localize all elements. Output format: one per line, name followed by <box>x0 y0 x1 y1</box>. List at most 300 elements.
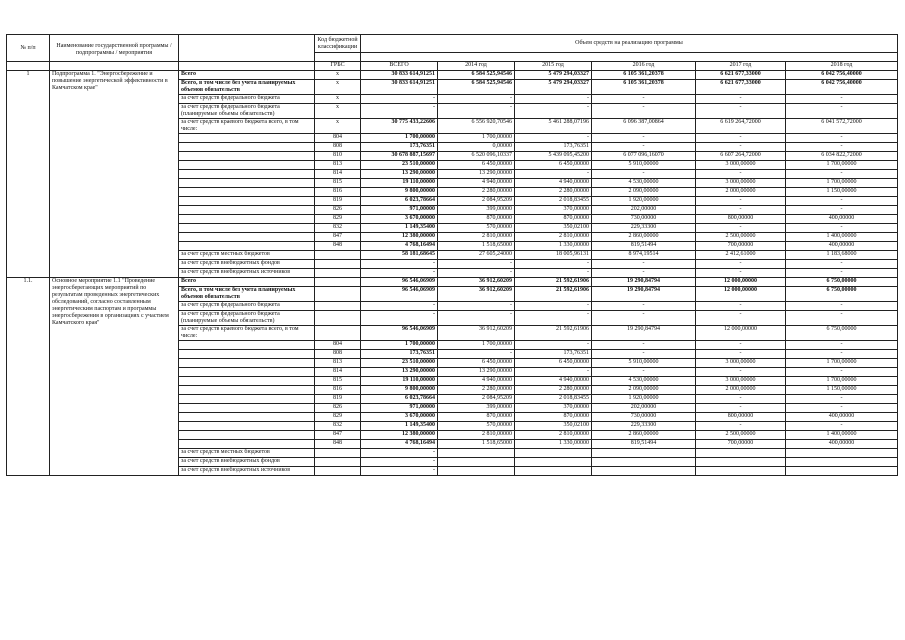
value-cell: 4 768,16494 <box>361 242 438 251</box>
grbs-code: 810 <box>315 152 361 161</box>
value-cell: 1 518,65000 <box>438 242 515 251</box>
value-cell: 5 910,00000 <box>592 161 696 170</box>
value-cell: 36 912,60209 <box>438 326 515 341</box>
funding-source <box>179 368 315 377</box>
value-cell: 36 912,60209 <box>438 287 515 302</box>
grbs-code: 808 <box>315 143 361 152</box>
budget-table <box>6 34 898 476</box>
grbs-code: 829 <box>315 413 361 422</box>
value-cell: 6 450,00000 <box>438 161 515 170</box>
value-cell: 6 750,00000 <box>786 326 898 341</box>
value-cell: 6 584 525,94546 <box>438 80 515 95</box>
value-cell: - <box>786 260 898 269</box>
value-cell: - <box>786 395 898 404</box>
value-cell: - <box>361 95 438 104</box>
value-cell: 21 592,61906 <box>515 326 592 341</box>
header-year-total: ВСЕГО <box>361 62 438 71</box>
value-cell: 6 042 756,40000 <box>786 71 898 80</box>
value-cell: 4 940,00000 <box>438 179 515 188</box>
funding-source: за счет средств краевого бюджета всего, в том числе: <box>179 326 315 341</box>
value-cell: - <box>515 260 592 269</box>
grbs-code: x <box>315 71 361 80</box>
value-cell: - <box>786 104 898 119</box>
funding-source <box>179 341 315 350</box>
value-cell: 19 290,84794 <box>592 278 696 287</box>
value-cell: - <box>696 224 786 233</box>
value-cell: - <box>696 341 786 350</box>
value-cell: 27 605,24000 <box>438 251 515 260</box>
value-cell: - <box>361 104 438 119</box>
grbs-code <box>315 287 361 302</box>
value-cell: 870,00000 <box>515 413 592 422</box>
value-cell: 6 619 264,72000 <box>696 119 786 134</box>
value-cell: 4 768,16494 <box>361 440 438 449</box>
header-num: № п/п <box>7 35 50 62</box>
value-cell: 30 775 433,22606 <box>361 119 438 134</box>
grbs-code: 826 <box>315 404 361 413</box>
value-cell: 1 700,00000 <box>786 359 898 368</box>
value-cell <box>515 449 592 458</box>
value-cell: - <box>592 104 696 119</box>
value-cell: 2 500,00000 <box>696 233 786 242</box>
grbs-code: 819 <box>315 395 361 404</box>
grbs-code <box>315 302 361 311</box>
funding-source <box>179 170 315 179</box>
value-cell: 2 280,00000 <box>438 386 515 395</box>
value-cell: 400,00000 <box>786 440 898 449</box>
value-cell: - <box>786 143 898 152</box>
value-cell: 3 000,00000 <box>696 377 786 386</box>
grbs-code <box>315 251 361 260</box>
funding-source <box>179 350 315 359</box>
value-cell: 700,00000 <box>696 440 786 449</box>
value-cell: 6 520 096,10337 <box>438 152 515 161</box>
value-cell: 1 700,00000 <box>361 134 438 143</box>
value-cell: 4 940,00000 <box>515 377 592 386</box>
value-cell: - <box>592 368 696 377</box>
value-cell: 13 290,00000 <box>438 170 515 179</box>
grbs-code <box>315 326 361 341</box>
value-cell: - <box>786 170 898 179</box>
grbs-code: x <box>315 95 361 104</box>
grbs-code: 814 <box>315 170 361 179</box>
value-cell: 173,76351 <box>361 143 438 152</box>
value-cell: 870,00000 <box>438 215 515 224</box>
value-cell: 12 380,00000 <box>361 431 438 440</box>
section-number: 1 <box>7 71 50 278</box>
value-cell: 700,00000 <box>696 242 786 251</box>
value-cell: 6 621 677,33000 <box>696 71 786 80</box>
value-cell: 202,00000 <box>592 404 696 413</box>
header-year-2016: 2016 год <box>592 62 696 71</box>
value-cell: 350,02100 <box>515 422 592 431</box>
value-cell <box>696 458 786 467</box>
funding-source <box>179 377 315 386</box>
value-cell: 400,00000 <box>786 413 898 422</box>
value-cell: 2 018,83455 <box>515 395 592 404</box>
grbs-code: 816 <box>315 188 361 197</box>
value-cell: - <box>786 95 898 104</box>
section-name: Подпрограмма 1. "Энергосбережение и повышение энергетической эффективности в Камчатском крае" <box>50 71 179 278</box>
header-volume: Объем средств на реализацию программы <box>361 35 898 53</box>
value-cell: 18 005,96131 <box>515 251 592 260</box>
value-cell: - <box>696 104 786 119</box>
value-cell: 6 042 756,40000 <box>786 80 898 95</box>
value-cell: - <box>592 341 696 350</box>
value-cell: 1 700,00000 <box>786 377 898 386</box>
funding-source: за счет средств федерального бюджета (планируемые объемы обязательств) <box>179 104 315 119</box>
value-cell: 819,51494 <box>592 440 696 449</box>
value-cell: - <box>515 170 592 179</box>
value-cell: - <box>696 269 786 278</box>
value-cell: 229,33300 <box>592 224 696 233</box>
value-cell: 2 000,00000 <box>696 188 786 197</box>
value-cell: 3 670,00000 <box>361 215 438 224</box>
header-year-2015: 2015 год <box>515 62 592 71</box>
grbs-code: x <box>315 104 361 119</box>
value-cell <box>515 458 592 467</box>
funding-source: Всего <box>179 71 315 80</box>
value-cell: - <box>515 134 592 143</box>
value-cell <box>438 458 515 467</box>
value-cell <box>438 449 515 458</box>
value-cell: 5 910,00000 <box>592 359 696 368</box>
value-cell: 2 280,00000 <box>515 386 592 395</box>
value-cell: 9 800,00000 <box>361 386 438 395</box>
value-cell: 2 860,00000 <box>592 233 696 242</box>
value-cell: 870,00000 <box>515 215 592 224</box>
funding-source <box>179 152 315 161</box>
value-cell: - <box>361 311 438 326</box>
value-cell: 1 700,00000 <box>786 179 898 188</box>
value-cell: 0,00000 <box>438 143 515 152</box>
value-cell: - <box>696 134 786 143</box>
value-cell: - <box>696 95 786 104</box>
header-grbs: ГРБС <box>315 62 361 71</box>
table-row <box>7 278 898 287</box>
value-cell: 5 479 294,03327 <box>515 71 592 80</box>
value-cell: - <box>592 134 696 143</box>
value-cell: 6 450,00000 <box>515 161 592 170</box>
value-cell: 870,00000 <box>438 413 515 422</box>
value-cell: - <box>786 404 898 413</box>
value-cell: 6 750,00000 <box>786 278 898 287</box>
value-cell: 6 556 920,70546 <box>438 119 515 134</box>
value-cell: - <box>438 269 515 278</box>
value-cell: 8 974,19514 <box>592 251 696 260</box>
header-name: Наименование государственной программы / подпрограммы / мероприятия <box>50 35 179 62</box>
grbs-code: 848 <box>315 242 361 251</box>
value-cell: - <box>696 422 786 431</box>
value-cell: 173,76351 <box>515 350 592 359</box>
value-cell: 4 940,00000 <box>515 179 592 188</box>
value-cell: 2 810,00000 <box>438 431 515 440</box>
value-cell: 819,51494 <box>592 242 696 251</box>
value-cell: - <box>361 449 438 458</box>
value-cell: - <box>786 134 898 143</box>
value-cell: 13 290,00000 <box>361 368 438 377</box>
value-cell: - <box>786 269 898 278</box>
value-cell: 173,76351 <box>361 350 438 359</box>
value-cell: - <box>786 224 898 233</box>
funding-source: Всего, в том числе без учета планируемых объемов обязательств <box>179 287 315 302</box>
value-cell: 9 800,00000 <box>361 188 438 197</box>
value-cell: 6 034 822,72000 <box>786 152 898 161</box>
funding-source <box>179 143 315 152</box>
value-cell: 370,00000 <box>515 206 592 215</box>
value-cell: 2 810,00000 <box>438 233 515 242</box>
value-cell: 5 479 294,03327 <box>515 80 592 95</box>
value-cell: 1 150,00000 <box>786 386 898 395</box>
grbs-code <box>315 269 361 278</box>
grbs-code: 848 <box>315 440 361 449</box>
value-cell: - <box>361 467 438 476</box>
value-cell: 1 920,00000 <box>592 197 696 206</box>
value-cell: 1 518,65000 <box>438 440 515 449</box>
grbs-code <box>315 449 361 458</box>
value-cell: - <box>361 302 438 311</box>
grbs-code <box>315 278 361 287</box>
value-cell: 2 810,00000 <box>515 233 592 242</box>
value-cell: 1 700,00000 <box>438 341 515 350</box>
grbs-code <box>315 260 361 269</box>
value-cell: - <box>592 302 696 311</box>
funding-source: за счет средств федерального бюджета <box>179 302 315 311</box>
value-cell: - <box>696 302 786 311</box>
value-cell <box>696 449 786 458</box>
grbs-code: 829 <box>315 215 361 224</box>
value-cell: - <box>786 206 898 215</box>
value-cell <box>696 467 786 476</box>
funding-source <box>179 413 315 422</box>
grbs-code: 815 <box>315 179 361 188</box>
grbs-code <box>315 458 361 467</box>
value-cell: 1 330,00000 <box>515 440 592 449</box>
value-cell: 2 860,00000 <box>592 431 696 440</box>
section-name: Основное мероприятие 1.1 "Проведение энергосберегающих мероприятий по результатам проведенных энергетических обследований, согласно составленным энергетическим паспортам и программы энергосбережения в организациях с участием Камчатского края" <box>50 278 179 476</box>
value-cell: 2 084,95209 <box>438 395 515 404</box>
value-cell: - <box>786 341 898 350</box>
value-cell: 21 592,61906 <box>515 287 592 302</box>
grbs-code: 832 <box>315 422 361 431</box>
value-cell <box>786 449 898 458</box>
grbs-code: 826 <box>315 206 361 215</box>
value-cell: 570,00000 <box>438 422 515 431</box>
value-cell: 19 290,84794 <box>592 326 696 341</box>
value-cell: 730,00000 <box>592 413 696 422</box>
value-cell: 36 912,60209 <box>438 278 515 287</box>
value-cell: - <box>515 104 592 119</box>
value-cell <box>515 467 592 476</box>
value-cell: 1 400,00000 <box>786 431 898 440</box>
value-cell: 19 110,00000 <box>361 179 438 188</box>
value-cell: - <box>786 311 898 326</box>
value-cell: 399,00000 <box>438 206 515 215</box>
grbs-code: 813 <box>315 161 361 170</box>
value-cell: 6 023,78664 <box>361 197 438 206</box>
value-cell: - <box>592 95 696 104</box>
funding-source: за счет средств внебюджетных источников <box>179 467 315 476</box>
value-cell: - <box>696 197 786 206</box>
value-cell: 2 000,00000 <box>696 386 786 395</box>
value-cell: 6 584 525,94546 <box>438 71 515 80</box>
value-cell: 800,00000 <box>696 413 786 422</box>
grbs-code: 813 <box>315 359 361 368</box>
funding-source <box>179 215 315 224</box>
value-cell: 30 833 614,91251 <box>361 71 438 80</box>
funding-source <box>179 197 315 206</box>
value-cell: 971,00000 <box>361 404 438 413</box>
funding-source <box>179 359 315 368</box>
value-cell: 2 412,61000 <box>696 251 786 260</box>
value-cell: 229,33300 <box>592 422 696 431</box>
funding-source: за счет средств внебюджетных источников <box>179 269 315 278</box>
funding-source: Всего <box>179 278 315 287</box>
value-cell: - <box>696 311 786 326</box>
value-cell: 6 096 387,00864 <box>592 119 696 134</box>
funding-source: за счет средств внебюджетных фондов <box>179 458 315 467</box>
header-year-2018: 2018 год <box>786 62 898 71</box>
value-cell: 1 920,00000 <box>592 395 696 404</box>
value-cell: - <box>438 302 515 311</box>
value-cell: - <box>515 368 592 377</box>
value-cell: 12 000,00000 <box>696 287 786 302</box>
value-cell: 2 810,00000 <box>515 431 592 440</box>
value-cell: 570,00000 <box>438 224 515 233</box>
value-cell: - <box>696 170 786 179</box>
grbs-code: x <box>315 80 361 95</box>
value-cell: 96 546,06909 <box>361 326 438 341</box>
value-cell: - <box>696 260 786 269</box>
grbs-code: 847 <box>315 431 361 440</box>
value-cell: 6 041 572,72000 <box>786 119 898 134</box>
funding-source <box>179 242 315 251</box>
value-cell: 58 181,68645 <box>361 251 438 260</box>
value-cell: 19 290,84794 <box>592 287 696 302</box>
funding-source: за счет средств местных бюджетов <box>179 251 315 260</box>
value-cell <box>438 467 515 476</box>
value-cell: 730,00000 <box>592 215 696 224</box>
value-cell <box>786 458 898 467</box>
funding-source <box>179 404 315 413</box>
value-cell: - <box>696 206 786 215</box>
value-cell: 6 607 264,72000 <box>696 152 786 161</box>
funding-source: за счет средств федерального бюджета (планируемые объемы обязательств) <box>179 311 315 326</box>
value-cell: 1 330,00000 <box>515 242 592 251</box>
value-cell: 4 530,00000 <box>592 179 696 188</box>
value-cell: - <box>592 170 696 179</box>
value-cell: 2 084,95209 <box>438 197 515 206</box>
value-cell: 2 280,00000 <box>438 188 515 197</box>
value-cell: 6 105 361,20378 <box>592 71 696 80</box>
value-cell: 370,00000 <box>515 404 592 413</box>
value-cell: - <box>786 302 898 311</box>
table-row <box>7 71 898 80</box>
value-cell: - <box>515 95 592 104</box>
value-cell: 400,00000 <box>786 242 898 251</box>
value-cell: 23 510,00000 <box>361 359 438 368</box>
funding-source <box>179 440 315 449</box>
value-cell: 3 000,00000 <box>696 359 786 368</box>
value-cell: - <box>786 197 898 206</box>
value-cell: - <box>786 368 898 377</box>
grbs-code: x <box>315 119 361 134</box>
value-cell: - <box>786 422 898 431</box>
value-cell: 23 510,00000 <box>361 161 438 170</box>
funding-source: за счет средств местных бюджетов <box>179 449 315 458</box>
value-cell: 800,00000 <box>696 215 786 224</box>
value-cell: 30 833 614,91251 <box>361 80 438 95</box>
value-cell: - <box>696 404 786 413</box>
value-cell: 1 149,35400 <box>361 224 438 233</box>
value-cell: 173,76351 <box>515 143 592 152</box>
value-cell: 6 023,78664 <box>361 395 438 404</box>
value-cell: 13 290,00000 <box>361 170 438 179</box>
funding-source: Всего, в том числе без учета планируемых объемов обязательств <box>179 80 315 95</box>
value-cell: - <box>592 260 696 269</box>
value-cell: 4 530,00000 <box>592 377 696 386</box>
value-cell: 6 077 096,16070 <box>592 152 696 161</box>
value-cell: - <box>361 260 438 269</box>
grbs-code <box>315 311 361 326</box>
header-year-2017: 2017 год <box>696 62 786 71</box>
grbs-code: 832 <box>315 224 361 233</box>
grbs-code: 847 <box>315 233 361 242</box>
value-cell: 971,00000 <box>361 206 438 215</box>
value-cell: 4 940,00000 <box>438 377 515 386</box>
value-cell <box>786 467 898 476</box>
funding-source <box>179 134 315 143</box>
section-number: 1.1. <box>7 278 50 476</box>
value-cell: 96 546,06909 <box>361 278 438 287</box>
value-cell: 1 149,35400 <box>361 422 438 431</box>
value-cell: - <box>361 458 438 467</box>
funding-source <box>179 431 315 440</box>
value-cell: 5 461 288,07196 <box>515 119 592 134</box>
value-cell: 6 105 361,20378 <box>592 80 696 95</box>
value-cell: - <box>438 260 515 269</box>
grbs-code: 816 <box>315 386 361 395</box>
value-cell: - <box>361 269 438 278</box>
value-cell: 6 450,00000 <box>515 359 592 368</box>
value-cell: 19 110,00000 <box>361 377 438 386</box>
value-cell: 3 000,00000 <box>696 179 786 188</box>
value-cell: - <box>696 368 786 377</box>
value-cell: - <box>786 350 898 359</box>
value-cell: - <box>592 143 696 152</box>
value-cell: 1 700,00000 <box>361 341 438 350</box>
funding-source <box>179 188 315 197</box>
value-cell: - <box>438 311 515 326</box>
funding-source <box>179 206 315 215</box>
value-cell: 2 500,00000 <box>696 431 786 440</box>
funding-source <box>179 233 315 242</box>
value-cell: 1 150,00000 <box>786 188 898 197</box>
value-cell <box>592 467 696 476</box>
funding-source <box>179 395 315 404</box>
grbs-code: 804 <box>315 134 361 143</box>
value-cell: - <box>515 341 592 350</box>
funding-source: за счет средств внебюджетных фондов <box>179 260 315 269</box>
value-cell: 1 700,00000 <box>786 161 898 170</box>
value-cell: 1 700,00000 <box>438 134 515 143</box>
value-cell: - <box>515 311 592 326</box>
value-cell: 399,00000 <box>438 404 515 413</box>
funding-source <box>179 224 315 233</box>
value-cell: - <box>515 269 592 278</box>
funding-source <box>179 161 315 170</box>
funding-source <box>179 422 315 431</box>
